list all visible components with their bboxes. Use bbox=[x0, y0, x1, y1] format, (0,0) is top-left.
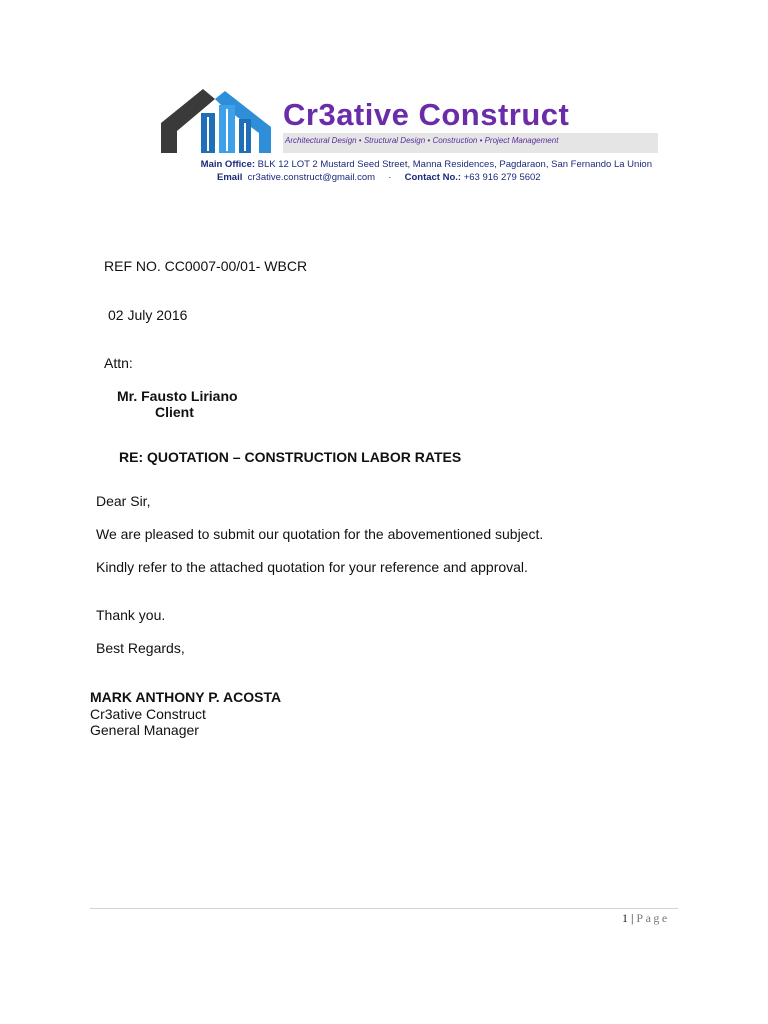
salutation: Dear Sir, bbox=[96, 493, 151, 509]
closing-line: Best Regards, bbox=[96, 640, 185, 656]
contact-label: Contact No.: bbox=[404, 172, 462, 183]
contact-line bbox=[217, 172, 744, 183]
page-label: Page bbox=[636, 911, 670, 925]
attention-label: Attn: bbox=[104, 355, 133, 371]
office-address: BLK 12 LOT 2 Mustard Seed Street, Manna Residences, Pagdaraon, San Fernando La Union bbox=[257, 159, 652, 170]
body-paragraph-1: We are pleased to submit our quotation for the abovementioned subject. bbox=[96, 526, 544, 542]
company-tagline: Architectural Design • Structural Design • Construction • Project Management bbox=[285, 136, 559, 145]
contact-number: +63 916 279 5602 bbox=[463, 172, 541, 183]
thanks-line: Thank you. bbox=[96, 607, 166, 623]
recipient-name: Mr. Fausto Liriano bbox=[117, 388, 238, 404]
contact-separator: · bbox=[388, 172, 392, 183]
office-label: Main Office: bbox=[200, 159, 256, 170]
reference-number: REF NO. CC0007-00/01- WBCR bbox=[104, 258, 308, 274]
recipient-title: Client bbox=[155, 404, 194, 420]
letter-date: 02 July 2016 bbox=[108, 307, 188, 323]
signatory-title: General Manager bbox=[90, 722, 199, 738]
email-label: Email bbox=[217, 172, 243, 183]
footer-divider bbox=[90, 908, 678, 909]
page-number: 1 bbox=[622, 911, 628, 925]
page-divider: | bbox=[631, 911, 634, 925]
signatory-name: MARK ANTHONY P. ACOSTA bbox=[90, 689, 282, 705]
office-address-line bbox=[125, 159, 652, 170]
signatory-company: Cr3ative Construct bbox=[90, 706, 206, 722]
company-name: Cr3ative Construct bbox=[283, 97, 570, 132]
house-buildings-logo-icon bbox=[161, 83, 281, 153]
subject-line: RE: QUOTATION – CONSTRUCTION LABOR RATES bbox=[119, 449, 462, 465]
body-paragraph-2: Kindly refer to the attached quotation for your reference and approval. bbox=[96, 559, 528, 575]
letterhead bbox=[133, 55, 660, 190]
page-footer bbox=[622, 911, 670, 926]
email-address[interactable]: cr3ative.construct@gmail.com bbox=[247, 172, 376, 183]
